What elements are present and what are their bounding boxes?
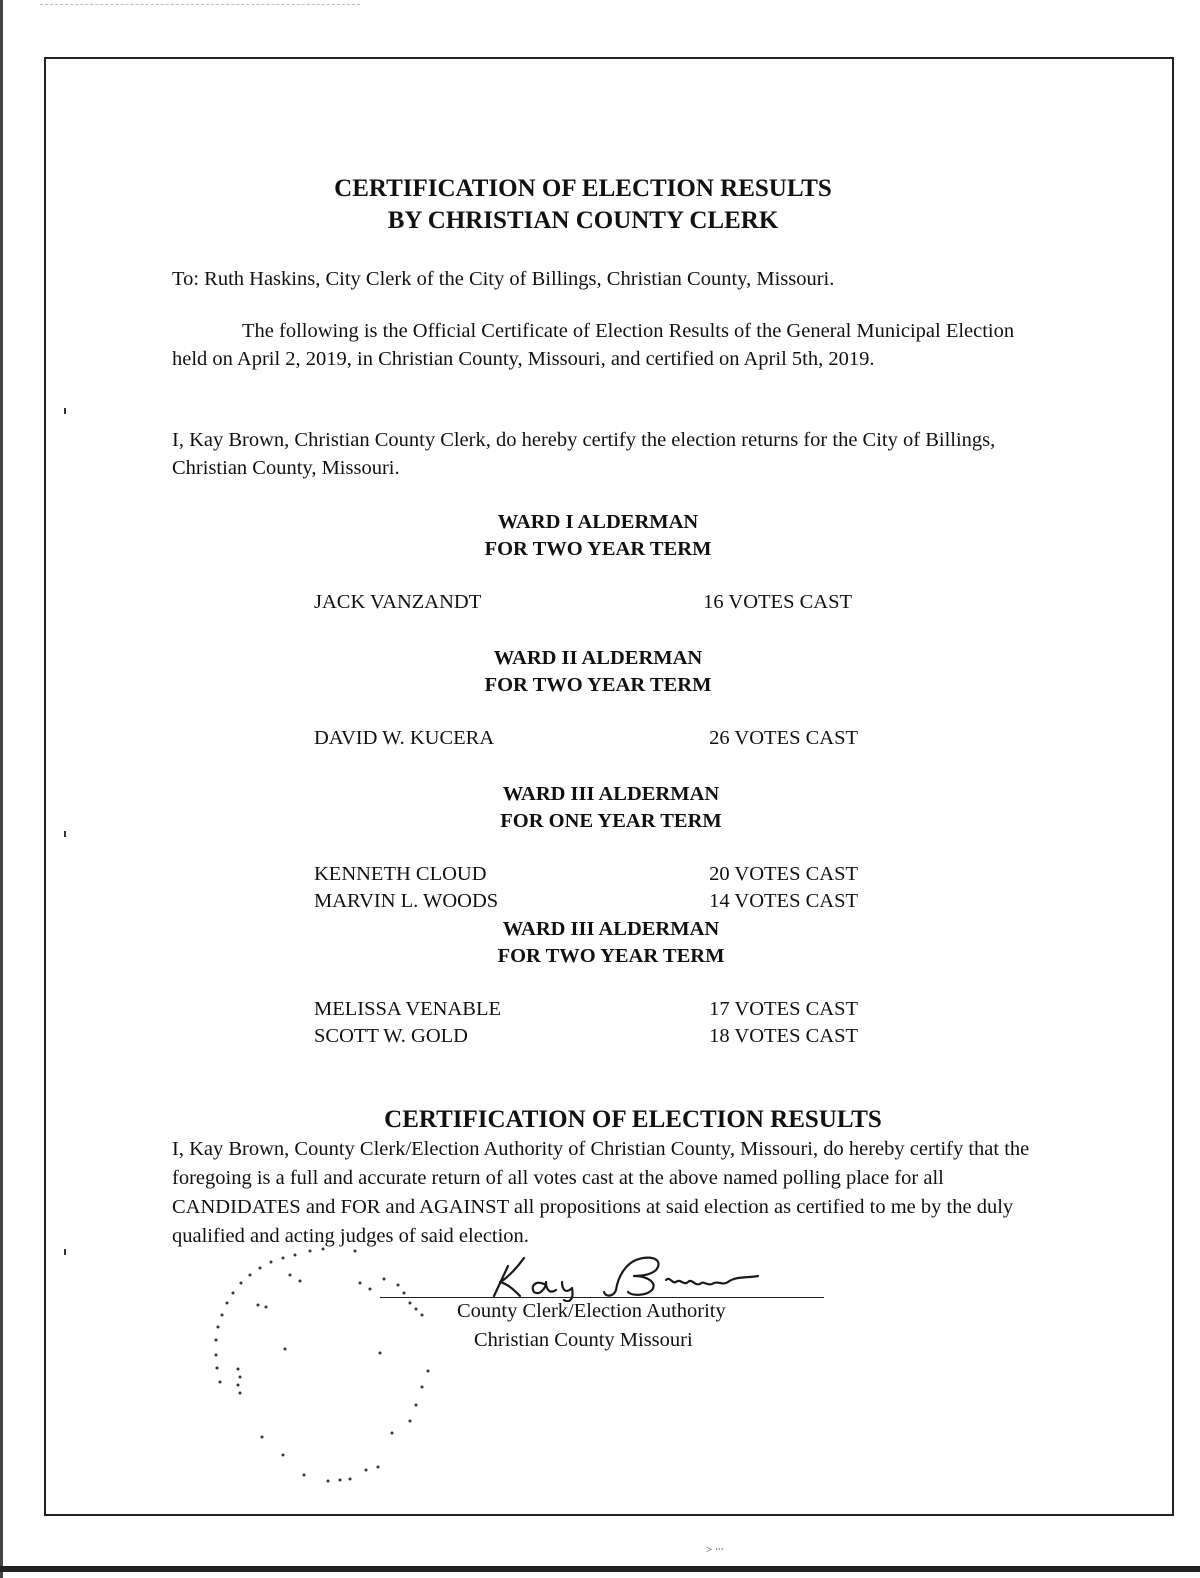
race-office: WARD III ALDERMAN <box>502 918 720 940</box>
intro-paragraph: The following is the Official Certificate of Election Results of the General Municipal Election held on April 2, 2019, in Christian County, Missouri, and certified on April 5th, 2019. <box>172 320 1015 370</box>
signer-county: Christian County Missouri <box>474 1329 693 1351</box>
race-term: FOR ONE YEAR TERM <box>500 810 722 832</box>
result-row <box>314 725 874 752</box>
candidate-name: SCOTT W. GOLD <box>314 1025 468 1047</box>
result-row <box>314 1023 874 1050</box>
vote-count: 20 VOTES CAST <box>709 863 858 885</box>
result-row <box>314 589 874 616</box>
vote-count: 16 VOTES CAST <box>703 591 852 613</box>
signature-caption <box>457 1297 726 1355</box>
vote-count: 17 VOTES CAST <box>709 998 858 1020</box>
result-row <box>314 996 874 1023</box>
candidate-name: MARVIN L. WOODS <box>314 890 499 912</box>
race-office: WARD II ALDERMAN <box>493 647 703 669</box>
result-row <box>314 888 874 915</box>
race-office: WARD III ALDERMAN <box>502 783 720 805</box>
document-title-line2: BY CHRISTIAN COUNTY CLERK <box>387 207 779 234</box>
handwritten-signature <box>486 1246 776 1302</box>
scan-speckle-top <box>40 4 360 9</box>
candidate-name: MELISSA VENABLE <box>314 998 501 1020</box>
candidate-name: DAVID W. KUCERA <box>314 727 495 749</box>
addressee-line: To: Ruth Haskins, City Clerk of the City of Billings, Christian County, Missouri. <box>172 268 835 290</box>
vote-count: 18 VOTES CAST <box>709 1025 858 1047</box>
county-seal <box>200 1245 450 1495</box>
result-row <box>314 861 874 888</box>
race-term: FOR TWO YEAR TERM <box>484 674 712 696</box>
race-term: FOR TWO YEAR TERM <box>484 538 712 560</box>
candidate-name: JACK VANZANDT <box>314 591 482 613</box>
scan-speckle-bottom: ˃ ᐧᐧᐧ <box>706 1544 724 1556</box>
candidate-name: KENNETH CLOUD <box>314 863 487 885</box>
certification-text: I, Kay Brown, County Clerk/Election Authority of Christian County, Missouri, do hereby certify that the foregoing is a full and accurate return of all votes cast at the above named polling place for all CANDIDATES and FOR and AGAINST all propositions at said election as certified to me by the duly qualified and acting judges of said election. <box>172 1138 1030 1247</box>
certify-paragraph: I, Kay Brown, Christian County Clerk, do hereby certify the election returns for the City of Billings, Christian County, Missouri. <box>172 429 996 479</box>
signer-title: County Clerk/Election Authority <box>457 1300 726 1322</box>
vote-count: 14 VOTES CAST <box>709 890 858 912</box>
certification-heading: CERTIFICATION OF ELECTION RESULTS <box>384 1106 882 1133</box>
document-title-line1: CERTIFICATION OF ELECTION RESULTS <box>334 175 832 202</box>
vote-count: 26 VOTES CAST <box>709 727 858 749</box>
race-office: WARD I ALDERMAN <box>497 511 699 533</box>
race-term: FOR TWO YEAR TERM <box>497 945 725 967</box>
scan-bottom-edge <box>0 1566 1200 1572</box>
